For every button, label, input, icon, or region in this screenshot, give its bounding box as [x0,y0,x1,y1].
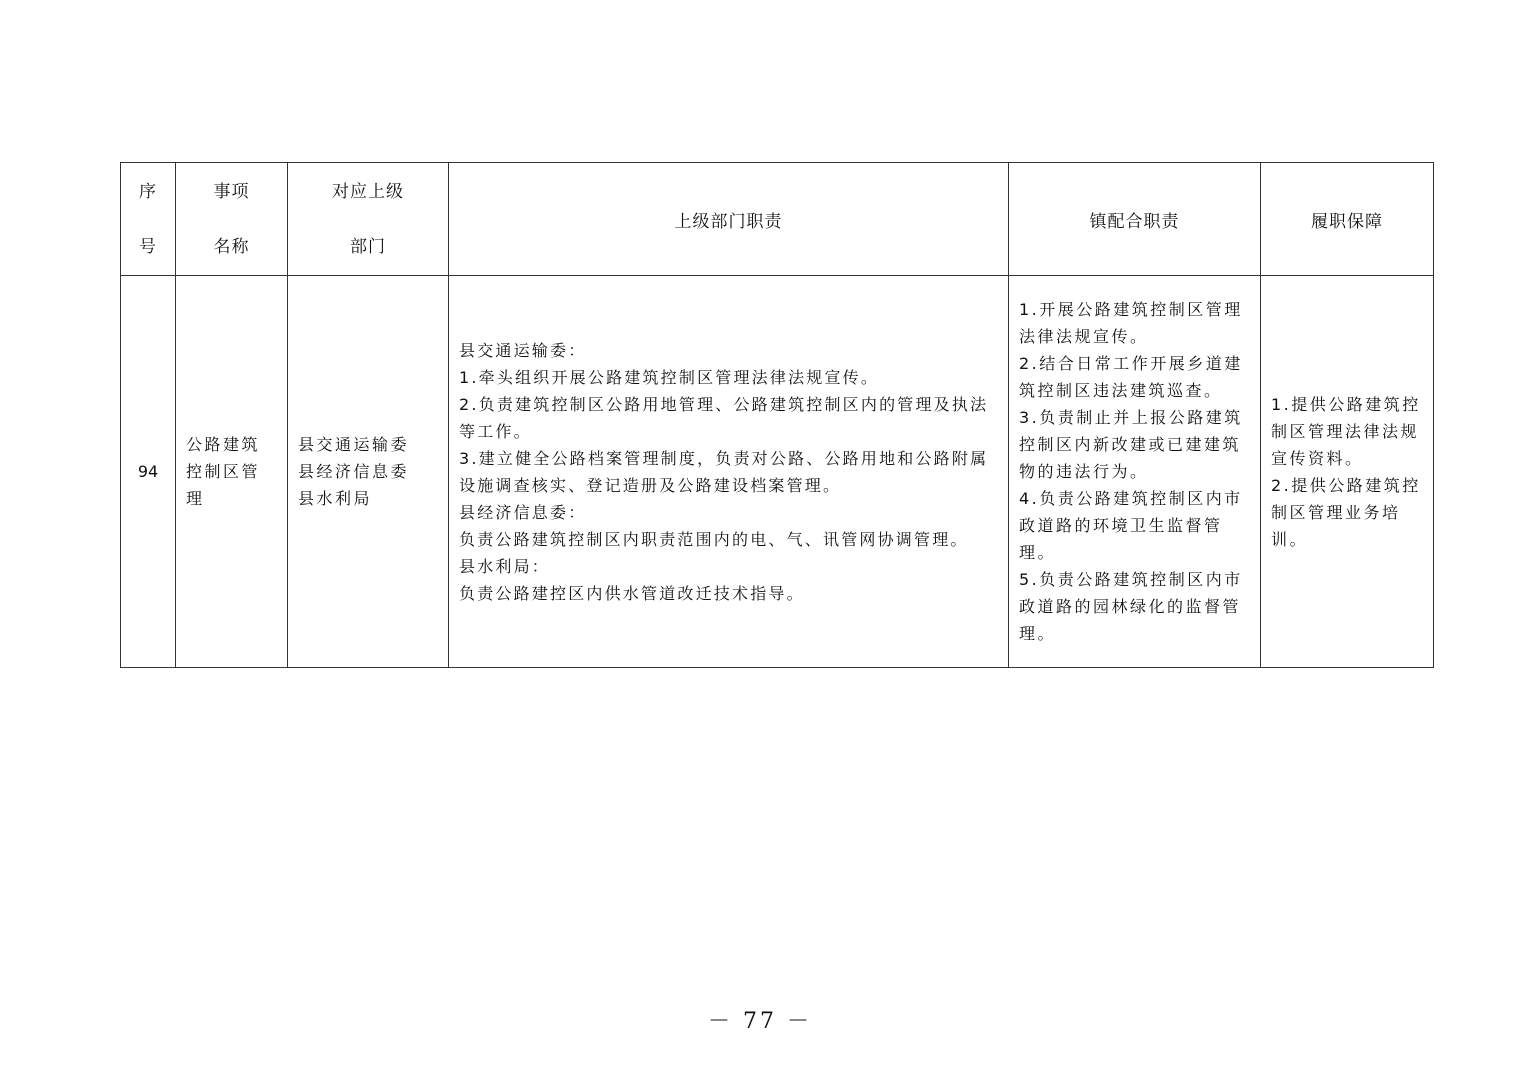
town-duty-line: 理。 [1019,543,1057,562]
item-line: 公路建筑 [186,435,261,454]
town-duty-line: 法律法规宣传。 [1019,327,1149,346]
header-seq-line-2: 号 [139,237,157,257]
header-item-name [176,163,288,276]
upper-duty-line: 设施调查核实、登记造册及公路建设档案管理。 [459,475,842,495]
upper-duty-line: 等工作。 [459,421,532,441]
header-guarantee-label: 履职保障 [1311,211,1383,232]
town-duty-line: 1.开展公路建筑控制区管理 [1019,300,1243,319]
header-item-line-1: 事项 [213,182,250,202]
town-duty-line: 4.负责公路建筑控制区内市 [1019,489,1243,508]
cell-upper-duty [449,276,1009,668]
upper-duty-line: 负责公路建筑控制区内职责范围内的电、气、讯管网协调管理。 [459,529,969,549]
header-guarantee [1261,163,1434,276]
town-duty-line: 理。 [1019,624,1057,643]
duty-table [120,162,1434,668]
cell-item-name [176,276,288,668]
guarantee-line: 1.提供公路建筑控 [1271,394,1421,414]
upper-duty-line: 1.牵头组织开展公路建筑控制区管理法律法规宣传。 [459,367,880,387]
header-dept-line-2: 部门 [350,237,386,257]
upper-duty-line: 负责公路建控区内供水管道改迁技术指导。 [459,583,805,603]
header-item-line-2: 名称 [213,237,250,257]
town-duty-line: 政道路的园林绿化的监督管 [1019,597,1242,616]
page-number: － 77 － [708,1009,812,1034]
upper-duty-line: 2.负责建筑控制区公路用地管理、公路建筑控制区内的管理及执法 [459,394,989,414]
upper-duty-line: 县经济信息委： [459,502,587,522]
upper-duty-line: 县交通运输委： [459,340,587,360]
guarantee-line: 训。 [1271,529,1309,549]
cell-guarantee [1261,276,1434,668]
cell-town-duty [1009,276,1261,668]
town-duty-line: 2.结合日常工作开展乡道建 [1019,354,1243,373]
dept-line: 县交通运输委 [298,435,410,454]
town-duty-line: 政道路的环境卫生监督管 [1019,516,1223,535]
town-duty-line: 筑控制区违法建筑巡查。 [1019,381,1223,400]
header-row [121,163,1434,276]
header-upper-duty-label: 上级部门职责 [674,211,783,232]
guarantee-line: 制区管理业务培 [1271,502,1401,522]
guarantee-line: 2.提供公路建筑控 [1271,475,1421,495]
dept-line: 县经济信息委 [298,462,410,481]
table-row [121,276,1434,668]
header-town-duty [1009,163,1261,276]
town-duty-line: 控制区内新改建或已建建筑 [1019,435,1242,454]
header-upper-duty [449,163,1009,276]
town-duty-line: 物的违法行为。 [1019,462,1149,481]
header-town-duty-label: 镇配合职责 [1089,211,1180,232]
cell-seq: 94 [121,276,176,668]
item-line: 控制区管 [186,462,261,481]
upper-duty-line: 县水利局： [459,556,551,576]
item-line: 理 [186,489,205,508]
dept-line: 县水利局 [298,489,373,508]
town-duty-line: 3.负责制止并上报公路建筑 [1019,408,1243,427]
header-seq [121,163,176,276]
town-duty-line: 5.负责公路建筑控制区内市 [1019,570,1243,589]
header-dept-line-1: 对应上级 [332,182,404,202]
guarantee-line: 制区管理法律法规 [1271,421,1420,441]
header-seq-line-1: 序 [139,182,157,202]
cell-upper-dept [288,276,449,668]
guarantee-line: 宣传资料。 [1271,448,1364,468]
header-upper-dept [288,163,449,276]
upper-duty-line: 3.建立健全公路档案管理制度，负责对公路、公路用地和公路附属 [459,448,989,468]
